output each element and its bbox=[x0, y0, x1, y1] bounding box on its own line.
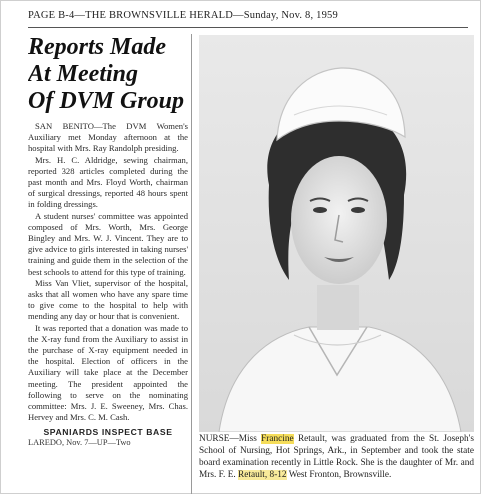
page-header: PAGE B-4—THE BROWNSVILLE HERALD—Sunday, Nov. 8, 1959 bbox=[28, 10, 338, 21]
article-paragraph: A student nurses' committee was appointed composed of Mrs. Worth, Mrs. George Bingley and Mrs. W. J. Vincent. They are to give advice to girls interested in taking nurses' training and guide them in the selection of the best schools to attend for this type of training. bbox=[28, 210, 188, 277]
headline-line: At Meeting bbox=[28, 61, 139, 87]
nurse-photo bbox=[199, 35, 474, 432]
caption-text: Retault, was graduated from the St. Joseph's School of Nursing, Hot Springs, Ark., in September and took the state board examination recently in Little Rock. She is the daughter of Mr. and Mrs. F. E. bbox=[199, 434, 474, 480]
caption-text-end: West Fronton, Brownsville. bbox=[286, 470, 392, 480]
headline-line: Of DVM Group bbox=[28, 88, 185, 114]
caption-address-number: , 8-12 bbox=[264, 470, 287, 480]
caption-highlight-last-name: Retault bbox=[238, 470, 265, 480]
article-paragraph: Mrs. H. C. Aldridge, sewing chairman, reported 328 articles completed during the past month and Mrs. Floyd Worth, chairman of surgical dressings, reported 48 hours spent in folding dressings. bbox=[28, 154, 188, 210]
article-paragraph: It was reported that a donation was made to the X-ray fund from the Auxiliary to assist in the purchase of X-ray equipment needed in the hospital. Election of officers in the Auxiliary will take place at the December meeting. The president appointed the following to serve on the nominating committee: Mrs. J. E. Sweeney, Mrs. Chas. Hervey and Mrs. C. M. Cash. bbox=[28, 322, 188, 423]
article-paragraph: SAN BENITO—The DVM Women's Auxiliary met Monday afternoon at the hospital with Mrs. Ray Randolph presiding. bbox=[28, 121, 188, 154]
article-headline bbox=[28, 30, 188, 115]
nurse-portrait-image bbox=[199, 35, 474, 432]
column-rule bbox=[191, 34, 192, 494]
caption-highlight-first-name: Francine bbox=[261, 434, 294, 444]
article-subhead: SPANIARDS INSPECT BASE bbox=[43, 427, 173, 438]
article-paragraph: Miss Van Vliet, supervisor of the hospital, asks that all women who have any spare time to give come to the hospital to help with mending any day or hour that is convenient. bbox=[28, 277, 188, 322]
article-body bbox=[28, 121, 188, 423]
caption-lead: NURSE—Miss bbox=[199, 434, 262, 444]
headline-line: Reports Made bbox=[28, 34, 166, 60]
photo-caption bbox=[199, 433, 474, 493]
article-column bbox=[28, 30, 188, 494]
header-rule bbox=[28, 27, 468, 28]
article-tail: LAREDO, Nov. 7—UP—Two bbox=[28, 438, 131, 448]
